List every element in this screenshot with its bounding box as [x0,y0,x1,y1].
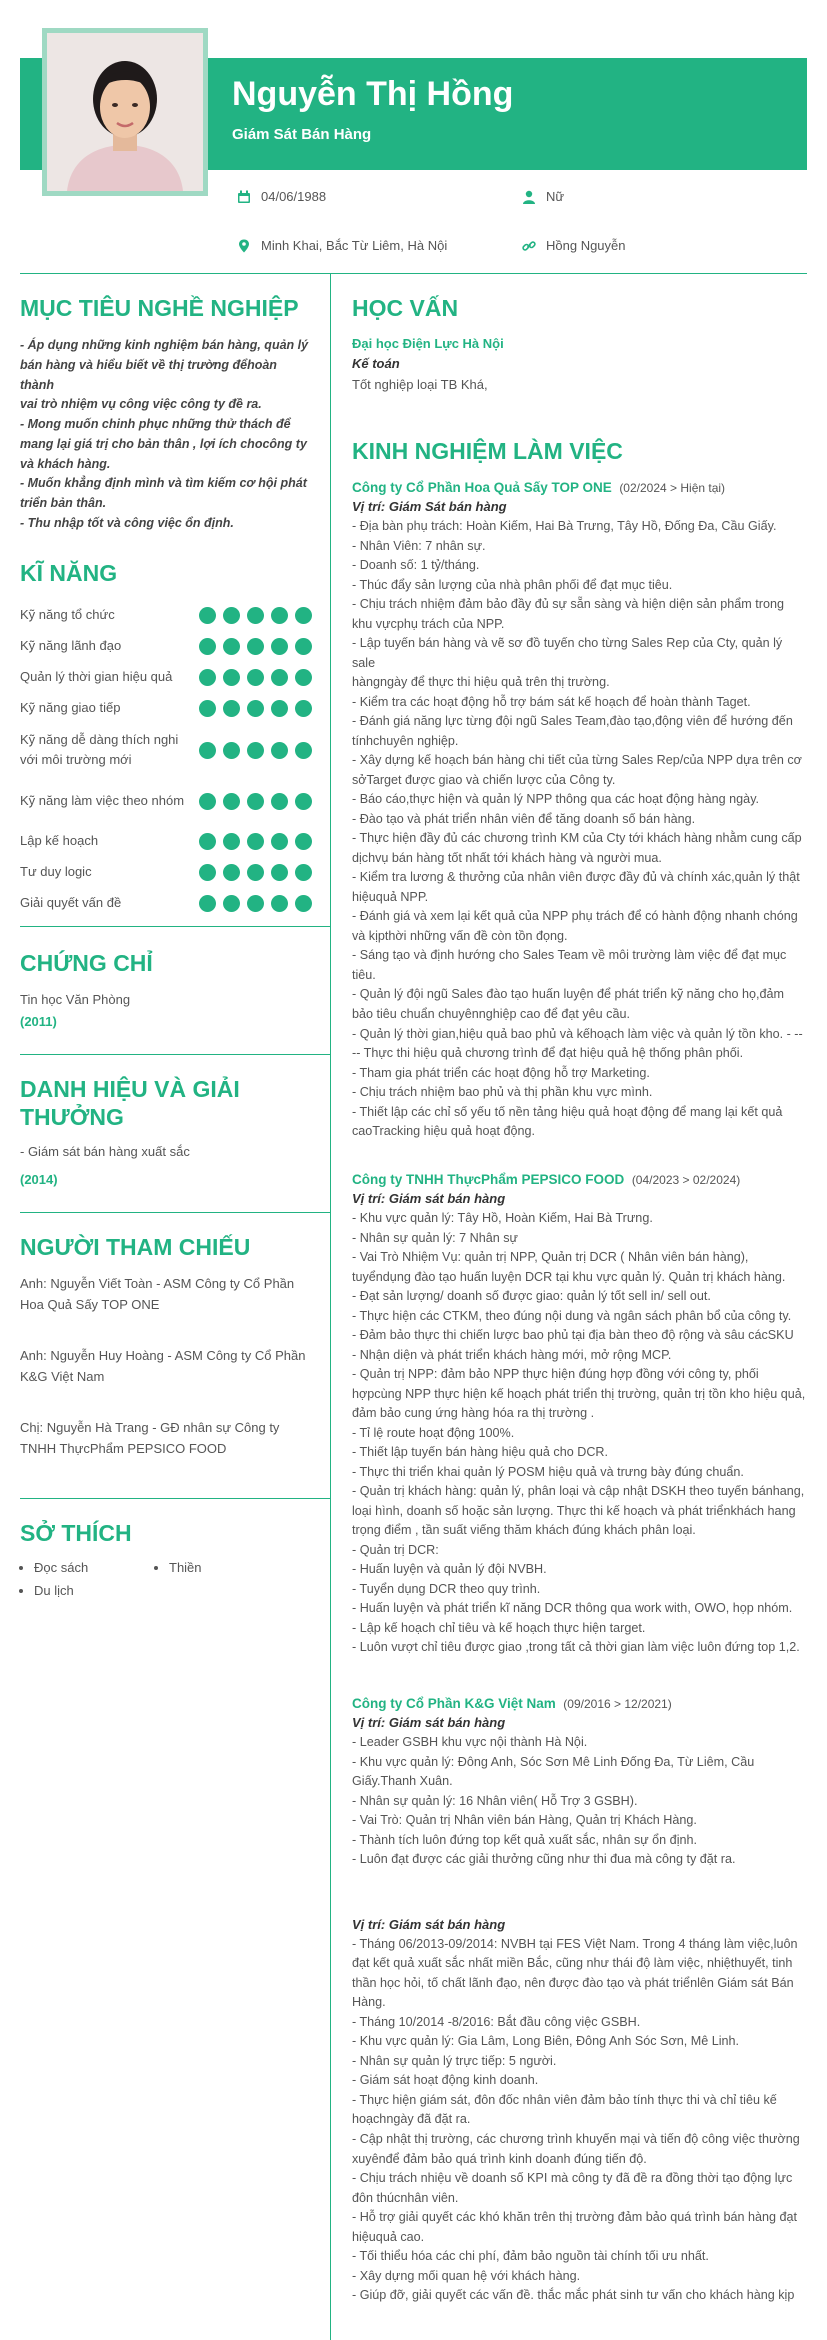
job-detail-line: và kịpthời những vấn đề còn tồn đọng. [352,928,568,943]
job-detail-line: - Tháng 06/2013-09/2014: NVBH tại FES Việt Nam. Trong 4 tháng làm việc,luôn [352,1936,798,1951]
certificates-divider [20,1054,330,1055]
job-detail-line: - Thực hiện các CTKM, theo đúng nội dung và ngân sách phân bổ của công ty. [352,1308,792,1323]
user-icon [522,190,536,204]
education-title: HỌC VẤN [352,295,459,321]
job-detail-line: bảo tiêu chuẩn chuyênnghiệp cao để đạt yêu cầu. [352,1006,630,1021]
awards-title: DANH HIỆU VÀ GIẢI THƯỞNG [20,1076,240,1130]
certificate-name: Tin học Văn Phòng [20,992,131,1007]
job-detail-line: - Giúp đỡ, giải quyết các vấn đề. thắc mắc phát sinh tư vấn cho khách hàng kịp [352,2288,795,2303]
job-company: Công ty Cổ Phần K&G Việt Nam [352,1696,556,1711]
education-major: Kế toán [352,356,400,371]
job-detail-line: - Quản lý thời gian,hiệu quả bao phủ và kếhoạch làm việc và quản lý tồn kho. - -- [352,1026,803,1041]
header-divider [20,273,807,274]
objective-title: MỤC TIÊU NGHỀ NGHIỆP [20,295,299,321]
job-detail-line: - Tuyển dụng DCR theo quy trình. [352,1581,541,1596]
job-detail-line: - Luôn vượt chỉ tiêu được giao ,trong tất cả thời gian làm việc luôn đứng top 1,2. [352,1640,800,1655]
job-detail-line: - Tham gia phát triển các hoạt động hỗ trợ Marketing. [352,1065,650,1080]
job-details [352,517,807,1142]
award-name: - Giám sát bán hàng xuất sắc [20,1144,190,1159]
job-detail-line: - Thành tích luôn đứng top kết quả xuất sắc, nhân sự ổn định. [352,1832,697,1847]
job-detail-line: Giấy.Thanh Xuân. [352,1774,453,1789]
link-icon [522,239,536,253]
job-detail-line: - Đánh giá năng lực từng đội ngũ Sales Team,đào tạo,động viên để hướng đến [352,714,793,729]
job-detail-line: -- Thực thi hiệu quả chương trình để đạt hiệu quả hệ thống phân phối. [352,1046,744,1061]
address-text: Minh Khai, Bắc Từ Liêm, Hà Nội [261,238,448,253]
education-description: Tốt nghiệp loại TB Khá, [352,377,488,392]
skills-title: KĨ NĂNG [20,560,118,586]
award-year: (2014) [20,1172,58,1187]
job-detail-line: - Hỗ trợ giải quyết các khó khăn trên thị trường đảm bảo quá trình bán hàng đạt [352,2210,797,2225]
job-detail-line: - Cập nhật thị trường, các chương trình khuyến mại và tiến độ công việc thường [352,2132,800,2146]
job-position: Vị trí: Giám Sát bán hàng [352,499,507,515]
job-detail-line: - Huấn luyện và phát triển kĩ năng DCR thông qua work with, OWO, họp nhóm. [352,1601,793,1616]
certificates-title: CHỨNG CHỈ [20,950,153,976]
job-detail-line: - Thực thi triển khai quản lý POSM hiệu quả và trưng bày đúng chuẩn. [352,1464,744,1479]
skill-name: Lập kế hoạch [20,833,99,849]
job-detail-line: - Xây dựng kế hoạch bán hàng chi tiết của từng Sales Rep/của NPP dựa trên cơ [352,753,802,768]
skill-row [20,776,312,826]
birthday-info [237,189,326,204]
skill-name: Kỹ năng lãnh đạo [20,638,122,654]
calendar-icon [237,190,251,204]
job-detail-line: tínhchuyên nghiệp. [352,733,459,748]
job-detail-line: loại hình, doanh số hoặc sản lượng. Thực thi kế hoạch và phát triểnkhách hang [352,1503,796,1518]
candidate-name: Nguyễn Thị Hồng [232,75,514,113]
job-detail-line: - Chịu trách nhiệu về doanh số KPI mà công ty đã đề ra đồng thời tạo động lực [352,2171,793,2186]
job-position: Vị trí: Giám sát bán hàng [352,1191,506,1207]
education-school: Đại học Điện Lực Hà Nội [352,336,504,351]
job-detail-line: dịchvụ bán hàng tốt nhất tới khách hàng và người mua. [352,850,662,865]
job-detail-line: - Khu vực quản lý: Gia Lâm, Long Biên, Đông Anh Sóc Sơn, Mê Linh. [352,2034,740,2049]
job-detail-line: - Báo cáo,thực hiện và quản lý NPP thông qua các hoạt động hàng ngày. [352,792,760,807]
skill-rating [199,793,312,810]
job-period: (02/2024 > Hiện tại) [619,481,726,495]
job-detail-line: - Tối thiểu hóa các chi phí, đảm bảo nguồn tài chính tối ưu nhất. [352,2249,709,2264]
job-detail-line: tiêu. [352,967,376,982]
birthday-text: 04/06/1988 [261,189,327,204]
skill-name: Quản lý thời gian hiệu quả [20,669,173,685]
reference-item: Chị: Nguyễn Hà Trang - GĐ nhân sự Công ty TNHH ThựcPhẩm PEPSICO FOOD [20,1420,280,1456]
job-detail-line: - Nhận diện và phát triển khách hàng mới, mở rộng MCP. [352,1347,672,1362]
job-detail-line: - Thực hiện giám sát, đôn đốc nhân viên đảm bảo tính thực thi và chỉ tiêu kế [352,2092,777,2107]
skill-rating [199,607,312,624]
skill-name: Tư duy logic [20,864,92,880]
skill-row [20,826,312,857]
avatar [42,28,208,196]
job-company: Công ty TNHH ThựcPhẩm PEPSICO FOOD [352,1172,625,1187]
job-details [352,1733,807,1870]
experience-title: KINH NGHIỆM LÀM VIỆC [352,438,623,464]
job-detail-line: - Đạt sản lượng/ doanh số được giao: quản lý tốt sell in/ sell out. [352,1289,711,1304]
job-period: (04/2023 > 02/2024) [631,1173,741,1187]
references-title: NGƯỜI THAM CHIẾU [20,1234,251,1260]
job-detail-line: - Kiểm tra lương & thưởng của nhân viên được đầy đủ và chính xác,quản lý thật [352,870,800,885]
job-detail-line: sởTarget được giao và chiến lược của Công ty. [352,772,616,787]
job-detail-line: - Đào tạo và phát triển nhân viên để tăng doanh số bán hàng. [352,811,696,826]
skill-row [20,631,312,662]
skill-name: Giải quyết vấn đề [20,895,122,911]
job-details [352,1209,807,1658]
skills-divider [20,926,330,927]
job-detail-line: hàngngày để thực thi hiệu quả trên thị trường. [352,675,610,690]
skill-row [20,857,312,888]
skill-name: Kỹ năng tổ chức [20,607,115,623]
job-company: Công ty Cổ Phần Hoa Quả Sấy TOP ONE [352,480,612,495]
skill-rating [199,700,312,717]
skill-row [20,693,312,724]
job-detail-line: - Quản trị NPP: đảm bảo NPP thực hiện đúng hợp đồng với công ty, phối [352,1367,759,1382]
job-detail-line: Hàng. [352,1995,386,2010]
map-pin-icon [237,239,251,253]
job-detail-line: - Thiết lập tuyến bán hàng hiệu quả cho DCR. [352,1445,609,1460]
skill-row [20,724,312,776]
job-detail-line: - Kiểm tra các hoạt động hỗ trợ bám sát kế hoạch để hoàn thành Taget. [352,694,751,709]
hobby-item: • Thiền [169,1560,300,1575]
job-detail-line: - Vai Trò: Quản trị Nhân viên bán Hàng, Quản trị Khách Hàng. [352,1813,697,1828]
skill-row [20,662,312,693]
job-detail-line: - Chịu trách nhiệm bao phủ và thị phần khu vực mình. [352,1085,653,1100]
hobbies-list [30,1560,300,1598]
objective-line: triển bản thân. [20,496,107,510]
job-position: Vị trí: Giám sát bán hàng [352,1917,506,1932]
job-details [352,1935,807,2306]
skill-row [20,888,312,919]
objective-line: mang lại giá trị cho bản thân , lợi ích chocông ty [20,436,307,451]
job-detail-line: - Nhân sự quản lý trực tiếp: 5 người. [352,2053,557,2068]
job-detail-line: khu vựcphụ trách của NPP. [352,616,505,631]
job-detail-line: caoTracking hiệu quả hoạt động. [352,1124,535,1139]
job-detail-line: - Leader GSBH khu vực nội thành Hà Nội. [352,1735,588,1750]
job-detail-line: - Lập tuyến bán hàng và vẽ sơ đồ tuyến cho từng Sales Rep của Cty, quản lý sale [352,636,783,670]
job-detail-line: - Đánh giá và xem lại kết quả của NPP phụ trách để có hành động nhanh chóng [352,909,798,924]
job-detail-line: hiệuquả cao. [352,2229,425,2244]
skills-list [20,600,312,919]
skill-name: Kỹ năng giao tiếp [20,700,121,716]
job-detail-line: thần học hỏi, tố chất lãnh đạo, nên được đào tạo và phát triểnlên Giám sát Bán [352,1975,794,1990]
portrait-illustration [47,33,203,191]
objective-line: vai trò nhiệm vụ công việc công ty đề ra. [20,397,262,412]
reference-item: Anh: Nguyễn Viết Toàn - ASM Công ty Cổ Phần Hoa Quả Sấy TOP ONE [20,1276,295,1312]
skill-rating [199,638,312,655]
job-detail-line: - Lập kế hoạch chỉ tiêu và kế hoạch thực hiện target. [352,1620,646,1635]
job-detail-line: hiệuquả NPP. [352,889,429,904]
certificate-year: (2011) [20,1014,57,1029]
objective-line: - Áp dụng những kinh nghiệm bán hàng, quản lý [20,338,309,352]
job-detail-line: tuyểndụng đào tạo huấn luyện DCR tại khu vực quản lý. Quản trị khách hàng. [352,1269,786,1284]
skill-rating [199,864,312,881]
job-detail-line: - Xây dựng mối quan hệ với khách hàng. [352,2268,581,2283]
job-detail-line: - Nhân Viên: 7 nhân sự. [352,538,486,553]
job-detail-line: đạt kết quả xuất sắc nhất miền Bắc, cũng như thái độ làm việc, nhiệthuyết, tinh [352,1956,793,1971]
job-entry [352,478,807,1142]
gender-text: Nữ [546,189,565,204]
job-detail-line: - Sáng tạo và định hướng cho Sales Team về môi trường làm việc để đạt mục [352,948,787,963]
skill-rating [199,742,312,759]
objective-line: - Muốn khẳng định mình và tìm kiếm cơ hội phát [20,476,307,491]
job-detail-line: - Quản trị khách hàng: quản lý, phân loại và cập nhật DSKH theo tuyến bánhang, [352,1484,805,1499]
skill-rating [199,669,312,686]
job-detail-line: - Nhân sự quản lý: 7 Nhân sự [352,1230,518,1245]
job-detail-line: - Khu vực quản lý: Đông Anh, Sóc Sơn Mê Linh Đống Đa, Từ Liêm, Cầu [352,1754,755,1769]
job-detail-line: đảm bảo cung ứng hàng hóa ra thị trường . [352,1406,595,1421]
job-detail-line: hợpcùng NPP thực hiện kế hoạch phát triển thị trường, quản trị tồn kho hiệu quả, [352,1386,806,1401]
job-entry [352,1694,807,1870]
skill-row [20,600,312,631]
job-detail-line: - Khu vực quản lý: Tây Hồ, Hoàn Kiếm, Hai Bà Trưng. [352,1211,653,1226]
job-detail-line: - Tháng 10/2014 -8/2016: Bắt đầu công việc GSBH. [352,2014,641,2029]
job-detail-line: đôn thúcnhân viên. [352,2190,459,2205]
job-detail-line: - Địa bàn phụ trách: Hoàn Kiếm, Hai Bà Trưng, Tây Hồ, Đống Đa, Cầu Giấy. [352,519,777,534]
job-entry [352,1916,807,2306]
social-text[interactable]: Hồng Nguyễn [546,238,626,253]
objective-line: - Mong muốn chinh phục những thử thách để [20,417,291,431]
job-detail-line: - Thiết lập các chỉ số yếu tố nền tảng hiệu quả hoạt động để mang lại kết quả [352,1104,783,1119]
job-detail-line: - Vai Trò Nhiệm Vụ: quản trị NPP, Quản trị DCR ( Nhân viên bán hàng), [352,1250,749,1265]
job-detail-line: - Nhân sự quản lý: 16 Nhân viên( Hỗ Trợ 3 GSBH). [352,1793,638,1808]
job-detail-line: - Luôn đạt được các giải thưởng cũng như thi đua mà công ty đặt ra. [352,1852,736,1867]
job-detail-line: - Huấn luyện và quản lý đội NVBH. [352,1562,547,1577]
objective-line: và khách hàng. [20,456,111,471]
skill-rating [199,833,312,850]
job-position: Vị trí: Giám sát bán hàng [352,1715,506,1731]
skill-rating [199,895,312,912]
job-detail-line: hoạchngày đã đặt ra. [352,2112,471,2127]
column-divider [330,273,331,2340]
job-detail-line: - Thực hiện đầy đủ các chương trình KM của Cty tới khách hàng nhằm cung cấp [352,831,802,846]
job-detail-line: - Chịu trách nhiệm đảm bảo đầy đủ sự sẵn sàng và hiện diện sản phẩm trong [352,597,784,612]
hobby-item: • Du lịch [34,1583,165,1598]
skill-name: Kỹ năng làm việc theo nhóm [20,792,185,808]
job-detail-line: trọng điểm , tần suất viếng thăm khách đúng khách phân loại. [352,1523,696,1538]
address-info [237,238,447,253]
objective-text [20,336,312,534]
job-detail-line: - Đảm bảo thực thi chiến lược bao phủ tại địa bàn theo độ rộng và sâu cácSKU [352,1328,794,1343]
hobby-item: • Đọc sách [34,1560,165,1575]
objective-line: bán hàng và hiểu biết về thị trường đểhoàn thành [20,357,277,392]
awards-divider [20,1212,330,1213]
candidate-role: Giám Sát Bán Hàng [232,126,372,143]
skill-name: Kỹ năng dễ dàng thích nghi với môi trường mới [20,731,179,767]
avatar-photo [47,33,203,191]
job-detail-line: - Doanh số: 1 tỷ/tháng. [352,558,480,573]
job-detail-line: - Quản trị DCR: [352,1542,439,1557]
references-divider [20,1498,330,1499]
gender-info [522,189,564,204]
objective-line: - Thu nhập tốt và công việc ổn định. [20,515,234,530]
hobbies-title: SỞ THÍCH [20,1520,132,1546]
job-detail-line: - Tỉ lệ route hoạt động 100%. [352,1425,515,1440]
job-detail-line: - Thúc đẩy sản lượng của nhà phân phối để đạt mục tiêu. [352,577,673,592]
reference-item: Anh: Nguyễn Huy Hoàng - ASM Công ty Cổ Phần K&G Việt Nam [20,1348,306,1384]
job-detail-line: - Quản lý đội ngũ Sales đào tạo huấn luyện để phát triển kỹ năng cho họ,đảm [352,987,784,1002]
job-entry [352,1170,807,1658]
job-detail-line: xuyênđể đảm bảo quá trình kinh doanh đúng tiến độ. [352,2151,647,2166]
social-info[interactable] [522,238,626,253]
job-period: (09/2016 > 12/2021) [563,1697,672,1711]
job-detail-line: - Giám sát hoạt động kinh doanh. [352,2073,539,2088]
